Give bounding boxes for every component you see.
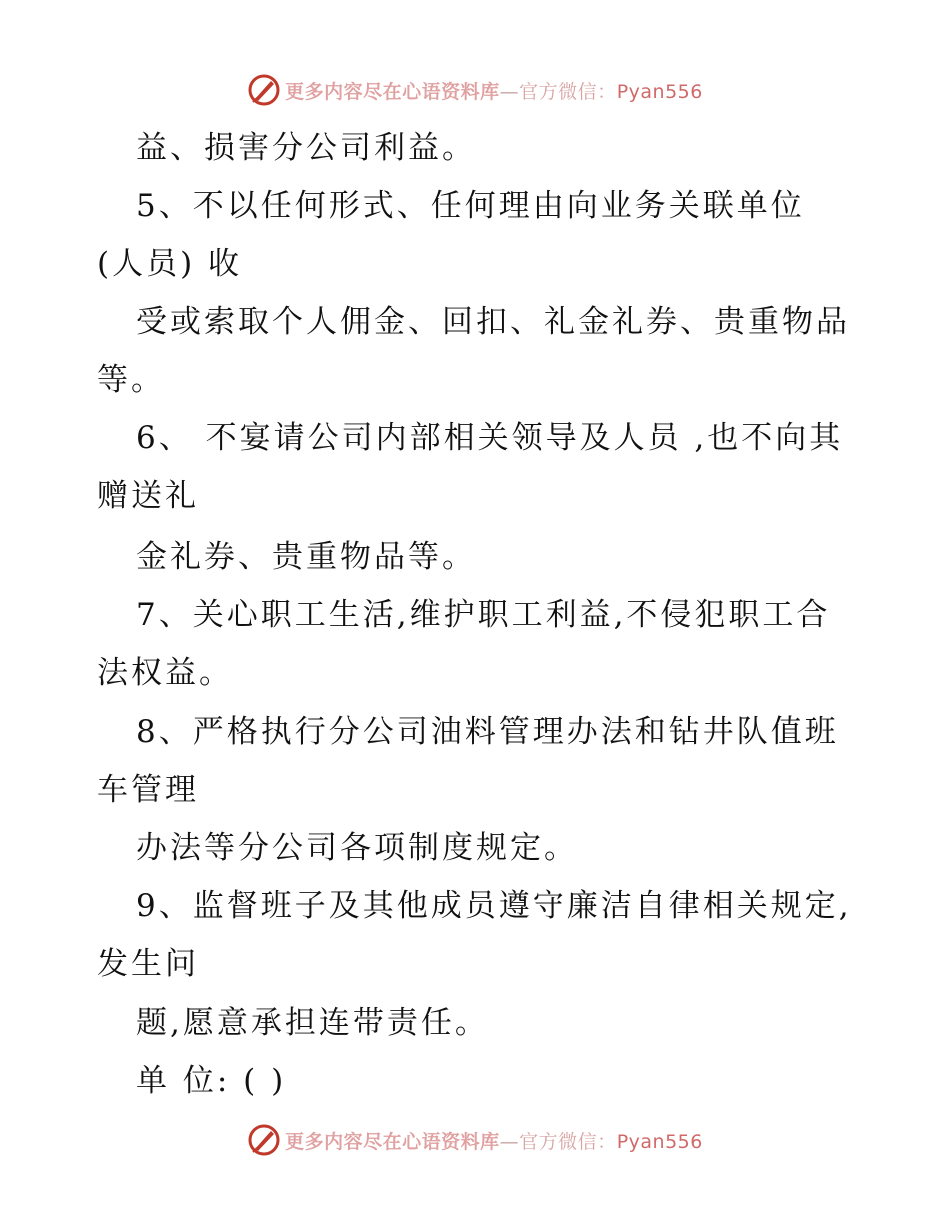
text-line: 题,愿意承担连带责任。	[136, 1005, 489, 1041]
footer-watermark	[0, 1120, 950, 1160]
text-line: 发生问	[97, 946, 199, 982]
watermark-text	[285, 1127, 703, 1154]
unit-field-label: 单 位: ( )	[136, 1063, 287, 1099]
text-line: 办法等分公司各项制度规定。	[136, 830, 578, 866]
quill-logo-icon	[247, 1123, 281, 1157]
watermark-wechat-id: Pyan556	[616, 80, 703, 103]
watermark-text	[285, 77, 703, 104]
header-watermark	[0, 70, 950, 110]
text-line: 车管理	[97, 772, 199, 808]
quill-logo-icon	[247, 73, 281, 107]
text-line: 赠送礼	[97, 478, 199, 514]
watermark-wechat-label: 官方微信：	[519, 1130, 617, 1153]
text-line: 8、严格执行分公司油料管理办法和钻井队值班	[136, 714, 839, 750]
watermark-main: 更多内容尽在心语资料库	[285, 1130, 500, 1153]
text-line: 法权益。	[97, 655, 233, 691]
text-line: 7、关心职工生活,维护职工利益,不侵犯职工合	[136, 597, 831, 633]
text-line: 金礼券、贵重物品等。	[136, 539, 476, 575]
text-line: 9、监督班子及其他成员遵守廉洁自律相关规定,	[136, 888, 852, 924]
text-line: 5、不以任何形式、任何理由向业务关联单位	[136, 188, 805, 224]
text-line: (人员) 收	[97, 246, 243, 282]
text-line: 受或索取个人佣金、回扣、礼金礼券、贵重物品	[136, 304, 850, 340]
text-line: 益、损害分公司利益。	[136, 130, 476, 166]
watermark-separator: —	[499, 1130, 520, 1153]
watermark-separator: —	[499, 80, 520, 103]
text-line: 6、 不宴请公司内部相关领导及人员 ,也不向其	[136, 420, 844, 456]
text-line: 等。	[97, 362, 165, 398]
watermark-wechat-label: 官方微信：	[519, 80, 617, 103]
watermark-wechat-id: Pyan556	[616, 1130, 703, 1153]
watermark-main: 更多内容尽在心语资料库	[285, 80, 500, 103]
